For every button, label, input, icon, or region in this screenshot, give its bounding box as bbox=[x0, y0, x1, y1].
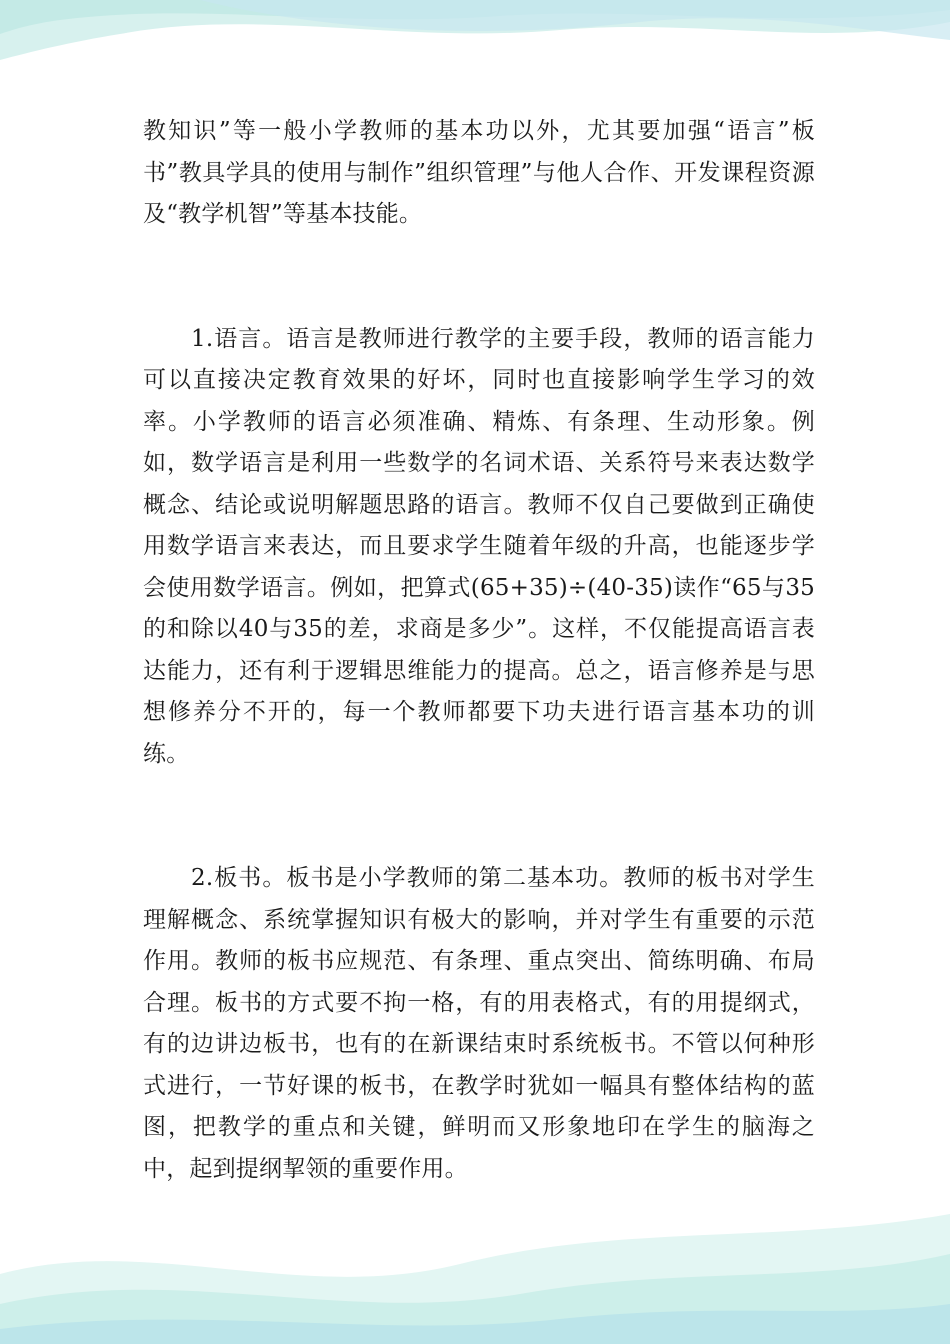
document-body bbox=[143, 111, 815, 1190]
paragraph-blackboard: 2.板书。板书是小学教师的第二基本功。教师的板书对学生理解概念、系统掌握知识有极大的影响，并对学生有重要的示范作用。教师的板书应规范、有条理、重点突出、简练明确、布局合理。板书的方式要不拘一格，有的用表格式，有的用提纲式，有的边讲边板书，也有的在新课结束时系统板书。不管以何种形式进行，一节好课的板书，在教学时犹如一幅具有整体结构的蓝图，把教学的重点和关键，鲜明而又形象地印在学生的脑海之中，起到提纲挈领的重要作用。 bbox=[143, 865, 815, 1182]
paragraph-spacer bbox=[143, 775, 815, 858]
paragraph-skills-intro: 教知识”等一般小学教师的基本功以外，尤其要加强“语言”板书”教具学具的使用与制作”组织管理”与他人合作、开发课程资源及“教学机智”等基本技能。 bbox=[143, 118, 815, 227]
paragraph-language: 1.语言。语言是教师进行教学的主要手段，教师的语言能力可以直接决定教育效果的好坏，同时也直接影响学生学习的效率。小学教师的语言必须准确、精炼、有条理、生动形象。例如，数学语言是利用一些数学的名词术语、关系符号来表达数学概念、结论或说明解题思路的语言。教师不仅自己要做到正确使用数学语言来表达，而且要求学生随着年级的升高，也能逐步学会使用数学语言。例如，把算式(65+35)÷(40-35)读作“65与35的和除以40与35的差，求商是多少”。这样，不仅能提高语言表达能力，还有利于逻辑思维能力的提高。总之，语言修养是与思想修养分不开的，每一个教师都要下功夫进行语言基本功的训练。 bbox=[143, 325, 815, 767]
paragraph-spacer bbox=[143, 236, 815, 319]
top-wave-decoration bbox=[0, 0, 950, 120]
